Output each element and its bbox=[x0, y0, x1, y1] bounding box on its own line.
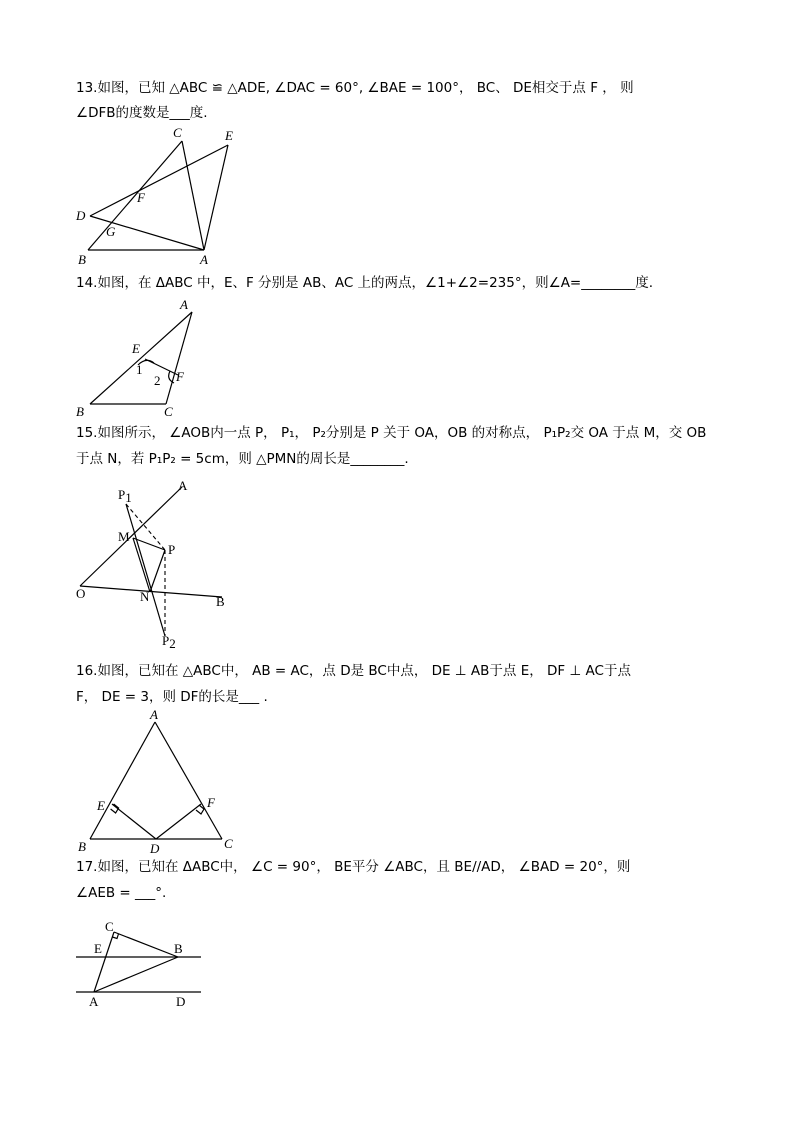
label-n: N bbox=[140, 589, 150, 604]
segment-df bbox=[156, 804, 201, 839]
label-p1: P1 bbox=[118, 487, 132, 505]
label-d: D bbox=[76, 208, 86, 223]
label-a: A bbox=[89, 994, 99, 1009]
label-c: C bbox=[224, 836, 233, 851]
problem-15-text-line2: 于点 N，若 P₁P₂ = 5cm，则 △PMN的周长是________. bbox=[76, 451, 409, 467]
segment-ab bbox=[94, 957, 178, 992]
label-b: B bbox=[78, 252, 86, 267]
problem-17-text-line1: 17.如图，已知在 ΔABC中， ∠C = 90°， BE平分 ∠ABC，且 BE//AD， ∠BAD = 20°，则 bbox=[76, 859, 631, 875]
label-b: B bbox=[76, 404, 84, 419]
label-e: E bbox=[97, 798, 105, 813]
problem-16-figure bbox=[70, 706, 250, 856]
label-p2: P2 bbox=[162, 633, 176, 651]
label-c: C bbox=[105, 919, 114, 934]
label-b: B bbox=[216, 594, 225, 609]
problem-17-figure bbox=[70, 915, 220, 1015]
problem-16-text-line1: 16.如图，已知在 △ABC中， AB = AC，点 D是 BC中点， DE ⊥ AB于点 E， DF ⊥ AC于点 bbox=[76, 663, 631, 679]
label-a: A bbox=[180, 297, 188, 312]
label-e: E bbox=[94, 941, 102, 956]
segment-ea bbox=[204, 145, 228, 250]
label-e: E bbox=[132, 341, 140, 356]
problem-14-figure bbox=[70, 295, 210, 425]
label-m: M bbox=[118, 529, 130, 544]
segment-ab bbox=[90, 722, 155, 839]
segment-bc bbox=[88, 141, 182, 250]
problem-13-text-line1: 13.如图，已知 △ABC ≌ △ADE, ∠DAC = 60°, ∠BAE = 100°， BC、 DE相交于点 F ， 则 bbox=[76, 80, 634, 96]
label-f: F bbox=[207, 795, 215, 810]
label-d: D bbox=[176, 994, 186, 1009]
problem-15-figure bbox=[70, 478, 240, 653]
label-p: P bbox=[168, 542, 176, 557]
segment-ac bbox=[166, 312, 192, 404]
label-d: D bbox=[150, 841, 160, 856]
label-b: B bbox=[174, 941, 183, 956]
segment-cb bbox=[114, 932, 178, 957]
problem-13-text-line2: ∠DFB的度数是___度. bbox=[76, 105, 208, 121]
segment-ac bbox=[155, 722, 222, 839]
problem-14-text-line1: 14.如图，在 ΔABC 中，E、F 分别是 AB、AC 上的两点，∠1+∠2=235°，则∠A=________度. bbox=[76, 275, 654, 291]
segment-de bbox=[112, 804, 156, 839]
problem-15-text-line1: 15.如图所示， ∠AOB内一点 P， P₁， P₂分别是 P 关于 OA，OB 的对称点， P₁P₂交 OA 于点 M，交 OB bbox=[76, 425, 707, 441]
label-g: G bbox=[106, 224, 116, 239]
label-a: A bbox=[178, 478, 188, 493]
segment-de bbox=[90, 145, 228, 216]
label-f: F bbox=[176, 369, 184, 384]
segment-ab bbox=[90, 312, 192, 404]
label-o: O bbox=[76, 586, 86, 601]
label-a: A bbox=[200, 252, 208, 267]
label-f: F bbox=[137, 190, 145, 205]
label-b: B bbox=[78, 839, 86, 854]
problem-16-text-line2: F， DE = 3，则 DF的长是___ . bbox=[76, 689, 268, 705]
label-c: C bbox=[173, 125, 182, 140]
label-e: E bbox=[225, 128, 233, 143]
segment-ca bbox=[182, 141, 204, 250]
segment-mn bbox=[133, 538, 150, 592]
label-c: C bbox=[164, 404, 173, 419]
label-angle-2: 2 bbox=[154, 373, 161, 388]
segment-np bbox=[150, 550, 165, 592]
problem-13-figure bbox=[70, 122, 250, 272]
problem-17-text-line2: ∠AEB = ___°. bbox=[76, 885, 167, 901]
label-a: A bbox=[150, 707, 158, 722]
label-angle-1: 1 bbox=[136, 362, 143, 377]
segment-p1-p2 bbox=[126, 504, 165, 636]
